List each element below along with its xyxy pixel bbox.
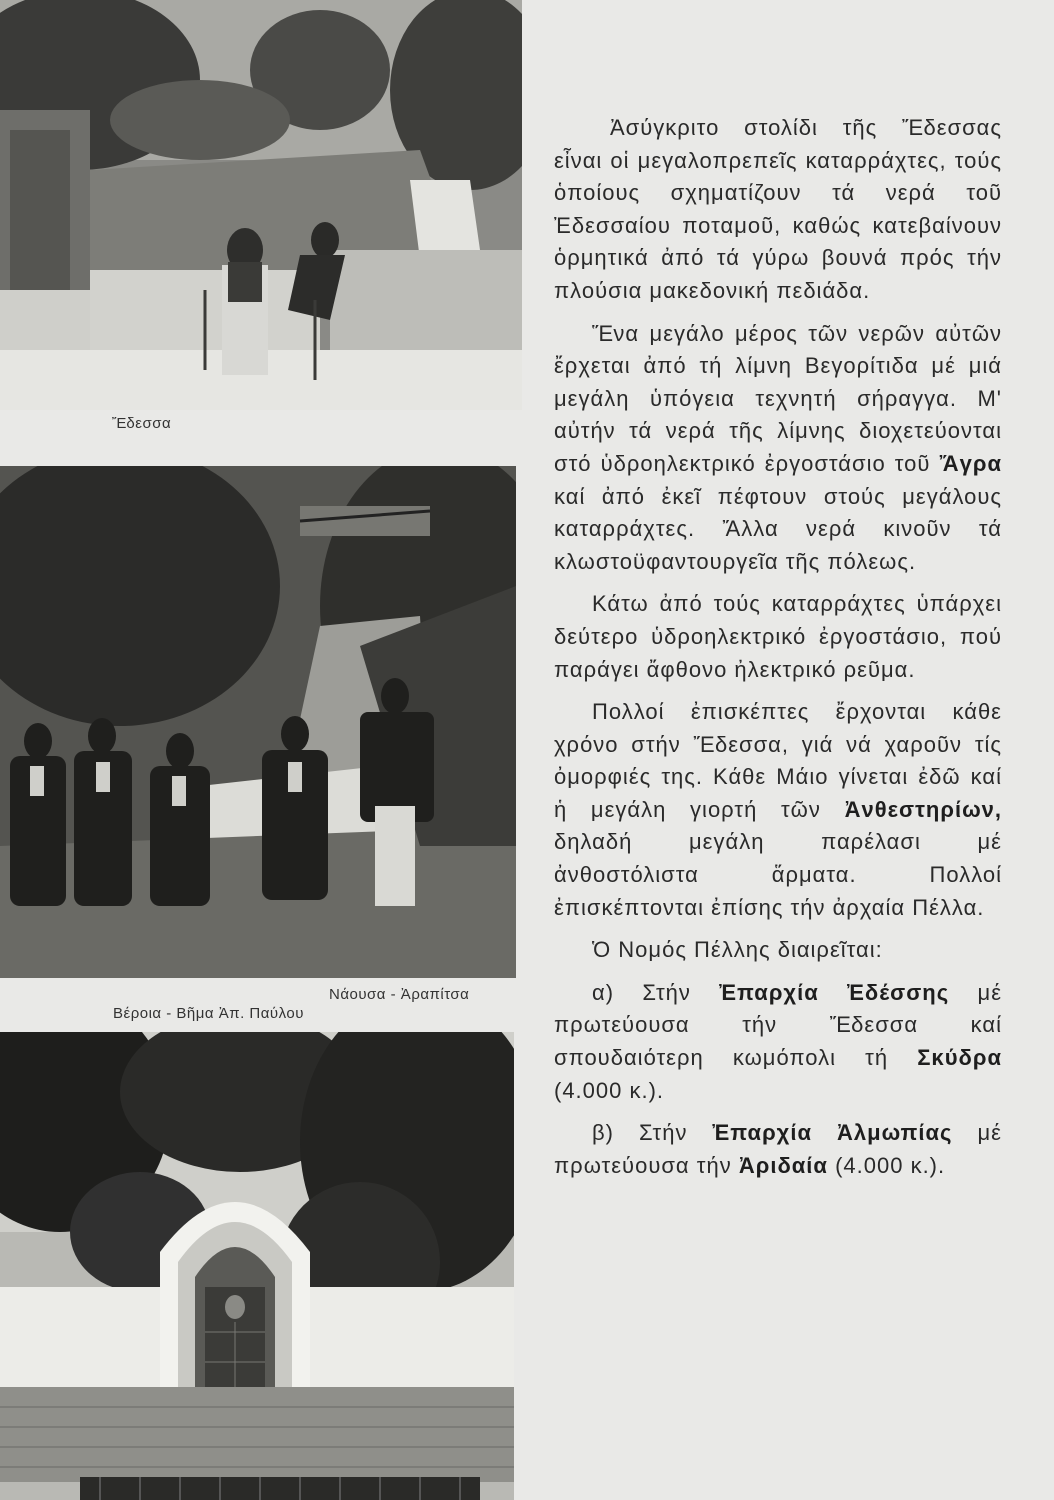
eparchy-name-almopia: Ἐπαρχία Ἀλμωπίας xyxy=(712,1120,953,1146)
photo-naousa-arapitsa xyxy=(0,466,516,978)
caption-veria: Βέροια - Βῆμα Ἀπ. Παύλου xyxy=(113,1005,304,1022)
paragraph-visitors xyxy=(554,696,1002,924)
paragraph-text: (4.000 κ.). xyxy=(835,1152,946,1178)
paragraph-prefecture: Ὁ Νομός Πέλλης διαιρεῖται: xyxy=(592,937,883,963)
photo-veria-bema xyxy=(0,1032,514,1500)
body-text-column xyxy=(554,112,1002,1192)
paragraph-text: (4.000 κ.). xyxy=(554,1077,665,1103)
caption-naousa: Νάουσα - Ἀραπίτσα xyxy=(329,986,470,1003)
eparchy-name-edessa: Ἐπαρχία Ἐδέσσης xyxy=(719,979,950,1005)
paragraph-vegoritida xyxy=(554,318,1002,579)
town-name-skydra: Σκύδρα xyxy=(917,1045,1002,1071)
paragraph-text: Ἕνα μεγάλο μέρος τῶν νερῶν αὐτῶν ἔρχεται ἀπό τή λίμνη Βεγορίτιδα μέ μιά μεγάλη ὑπόγεια τεχνητή σήραγγα. Μ' αὐτήν τά νερά τῆς λίμνης διοχετεύονται στό ὑδροηλεκτρικό ἐργοστάσιο τοῦ xyxy=(554,320,1002,476)
caption-edessa: Ἔδεσσα xyxy=(112,415,172,432)
paragraph-eparchy-almopia xyxy=(554,1117,1002,1182)
town-name-aridaia: Ἀριδαία xyxy=(738,1152,828,1178)
paragraph-second-plant: Κάτω ἀπό τούς καταρράχτες ὑπάρχει δεύτερο ὑδροηλεκτρικό ἐργοστάσιο, πού παράγει ἄφθονο ἠλεκτρικό ρεῦμα. xyxy=(554,591,1002,682)
paragraph-waterfalls: Ἀσύγκριτο στολίδι τῆς Ἔδεσσας εἶναι οἱ μεγαλοπρεπεῖς καταρράχτες, τούς ὁποίους σχηματίζουν τά νερά τοῦ Ἐδεσσαίου ποταμοῦ, καθώς κατεβαίνουν ὁρμητικά ἀπό τά γύρω βουνά πρός τήν πλούσια μακεδονική πεδιάδα. xyxy=(554,115,1002,303)
festival-name: Ἀνθεστηρίων, xyxy=(844,796,1002,822)
place-name-agra: Ἄγρα xyxy=(939,450,1002,476)
photo-edessa-waterfalls xyxy=(0,0,522,410)
paragraph-text: μέ πρωτεύουσα τήν xyxy=(554,1120,1002,1178)
paragraph-text: καί ἀπό ἐκεῖ πέφτουν στούς μεγάλους καταρράχτες. Ἄλλα νερά κινοῦν τά κλωστοϋφαντουργεῖα τῆς πόλεως. xyxy=(554,483,1002,574)
paragraph-text: Πολλοί ἐπισκέπτες ἔρχονται κάθε χρόνο στήν Ἔδεσσα, γιά νά χαροῦν τίς ὀμορφιές της. Κάθε Μάιο γίνεται ἐδῶ καί ἡ μεγάλη γιορτή τῶν xyxy=(554,699,1002,822)
paragraph-text: μέ πρωτεύουσα τήν Ἔδεσσα καί σπουδαιότερη κωμόπολι τή xyxy=(554,979,1002,1071)
paragraph-text: α) Στήν xyxy=(592,979,691,1005)
paragraph-text: δηλαδή μεγάλη παρέλασι μέ ἀνθοστόλιστα ἅρματα. Πολλοί ἐπισκέπτονται ἐπίσης τήν ἀρχαία Πέλλα. xyxy=(554,829,1002,920)
paragraph-eparchy-edessa xyxy=(554,977,1002,1107)
paragraph-text: β) Στήν xyxy=(592,1120,688,1146)
